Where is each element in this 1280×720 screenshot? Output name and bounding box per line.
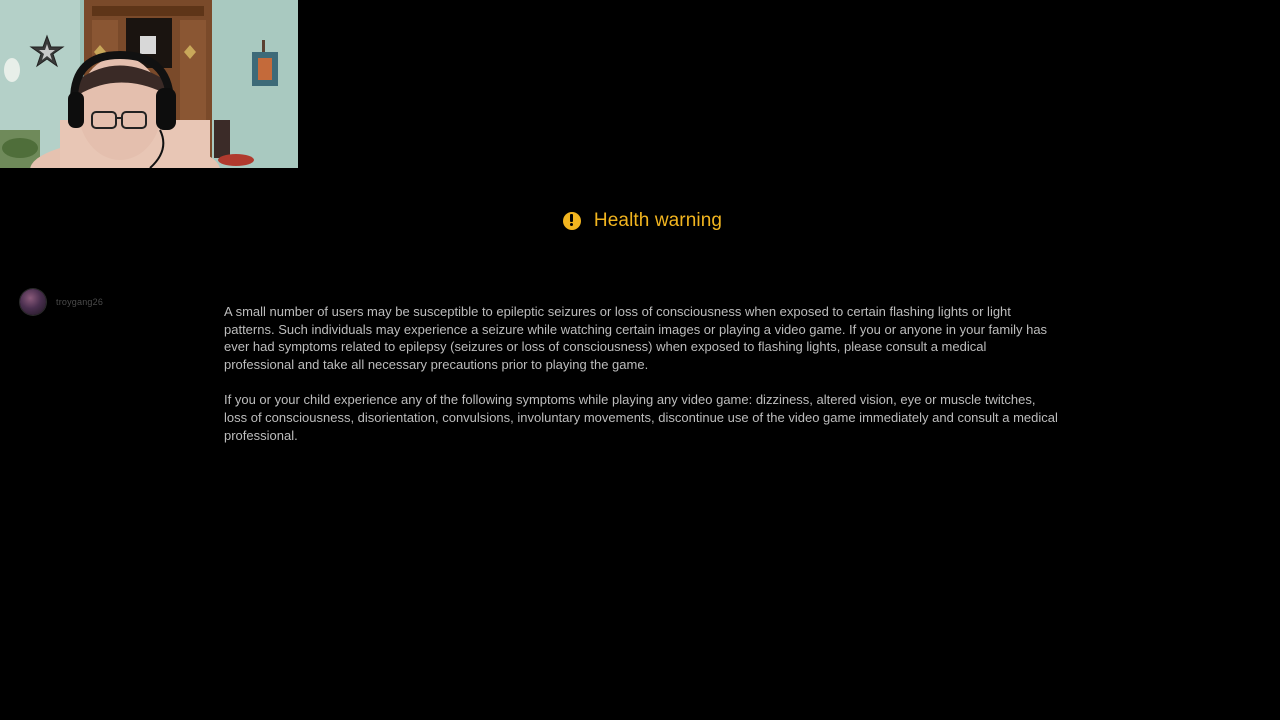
webcam-feed-image	[0, 0, 298, 168]
avatar	[20, 289, 46, 315]
health-warning-header	[0, 210, 1280, 232]
health-warning-body	[224, 303, 1060, 462]
warning-paragraph-symptoms: If you or your child experience any of the following symptoms while playing any video game: dizziness, altered vision, eye or muscle twitches, loss of consciousness, disorientation, convulsions, involuntary movements, discontinue use of the video game immediately and consult a medical professional.	[224, 392, 1058, 443]
warning-paragraph-seizures: A small number of users may be susceptible to epileptic seizures or loss of consciousness when exposed to certain flashing lights or light patterns. Such individuals may experience a seizure while watching certain images or playing a video game. If you or anyone in your family has ever had symptoms related to epilepsy (seizures or loss of consciousness) when exposed to flashing lights, please consult a medical professional and take all necessary precautions prior to playing the game.	[224, 304, 1048, 372]
chat-username: troygang26	[56, 297, 104, 307]
health-warning-title: Health warning	[593, 210, 723, 231]
webcam-overlay	[0, 0, 298, 168]
chat-user-tag	[20, 289, 103, 315]
exclamation-circle-icon	[563, 212, 581, 230]
